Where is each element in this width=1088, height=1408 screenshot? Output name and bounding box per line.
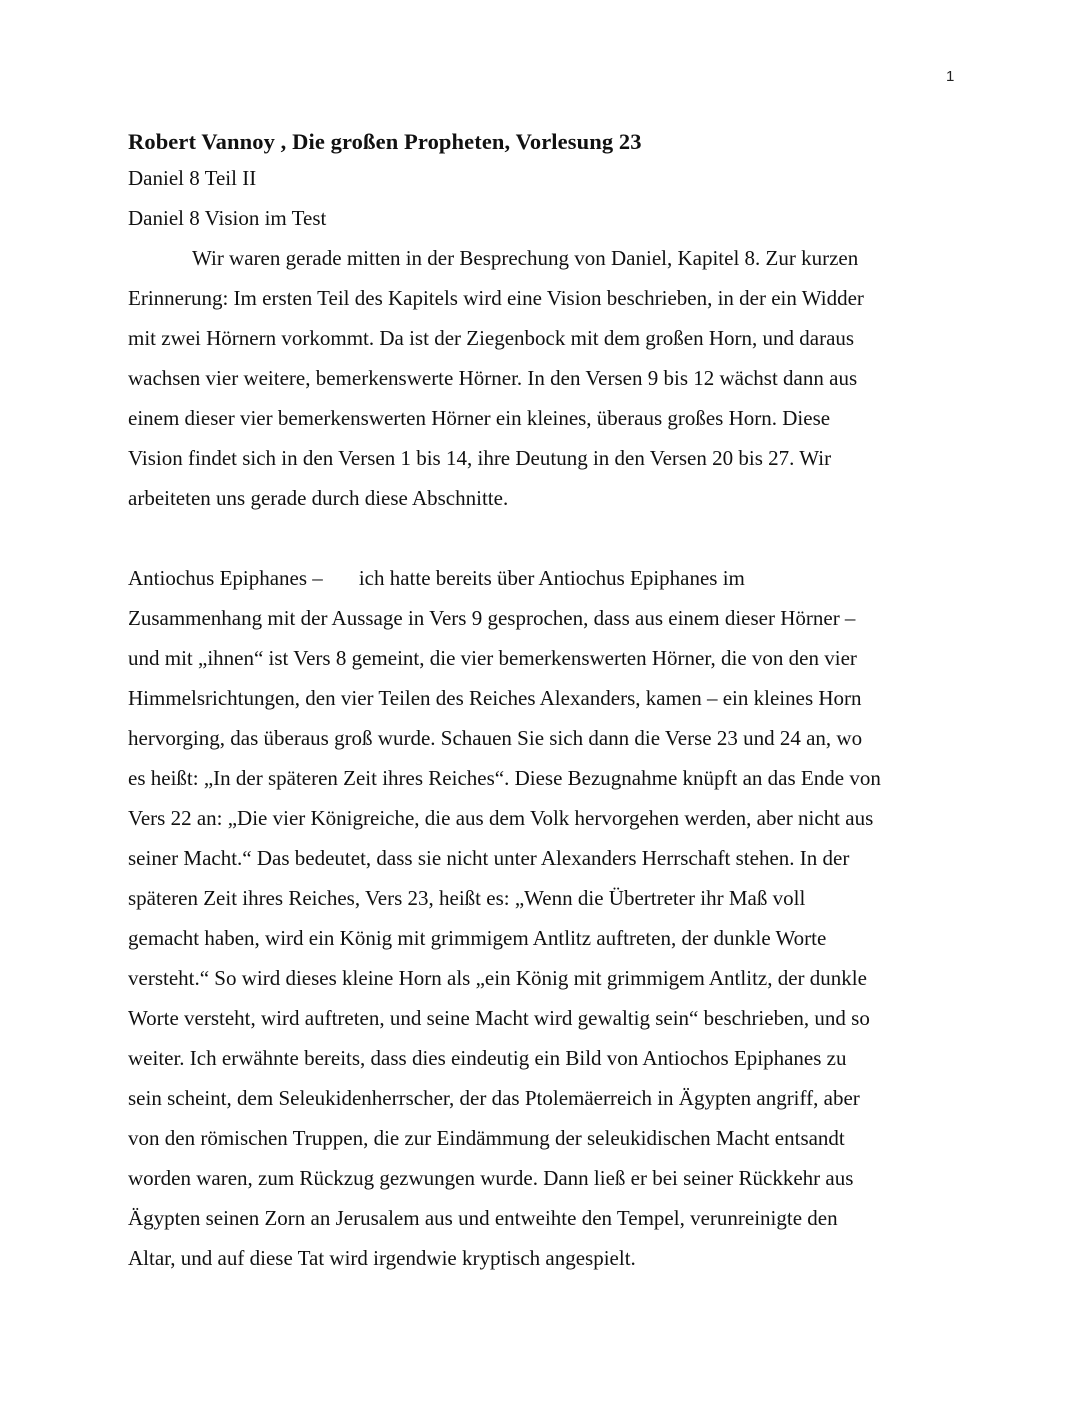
subtitle-section: Daniel 8 Vision im Test: [128, 206, 327, 230]
paragraph-line: einem dieser vier bemerkenswerten Hörner ein kleines, überaus großes Horn. Diese: [128, 406, 831, 430]
paragraph-first-line: ich hatte bereits über Antiochus Epiphanes im: [358, 566, 745, 590]
paragraph-line: Zusammenhang mit der Aussage in Vers 9 gesprochen, dass aus einem dieser Hörner –: [128, 606, 856, 630]
paragraph-line: Worte versteht, wird auftreten, und seine Macht wird gewaltig sein“ beschrieben, und so: [128, 1006, 870, 1030]
paragraph-line: gemacht haben, wird ein König mit grimmigem Antlitz auftreten, der dunkle Worte: [128, 926, 827, 950]
paragraph-line: Wir waren gerade mitten in der Besprechung von Daniel, Kapitel 8. Zur kurzen: [192, 246, 859, 270]
paragraph-line: Erinnerung: Im ersten Teil des Kapitels wird eine Vision beschrieben, in der ein Widder: [128, 286, 864, 310]
paragraph-line: von den römischen Truppen, die zur Eindämmung der seleukidischen Macht entsandt: [128, 1126, 845, 1150]
paragraph-line: späteren Zeit ihres Reiches, Vers 23, heißt es: „Wenn die Übertreter ihr Maß voll: [128, 886, 806, 910]
document-body: [128, 126, 964, 1278]
paragraph-line: Altar, und auf diese Tat wird irgendwie kryptisch angespielt.: [128, 1246, 636, 1270]
paragraph-lead: Antiochus Epiphanes –: [128, 566, 323, 590]
paragraph-line: mit zwei Hörnern vorkommt. Da ist der Ziegenbock mit dem großen Horn, und daraus: [128, 326, 855, 350]
paragraph-line: Ägypten seinen Zorn an Jerusalem aus und entweihte den Tempel, verunreinigte den: [128, 1206, 838, 1230]
paragraph-intro: [128, 238, 964, 518]
paragraph-line: Vers 22 an: „Die vier Königreiche, die aus dem Volk hervorgehen werden, aber nicht aus: [128, 806, 874, 830]
paragraph-line: und mit „ihnen“ ist Vers 8 gemeint, die vier bemerkenswerten Hörner, die von den vier: [128, 646, 857, 670]
subtitle-chapter: Daniel 8 Teil II: [128, 166, 257, 190]
paragraph-line: es heißt: „In der späteren Zeit ihres Reiches“. Diese Bezugnahme knüpft an das Ende von: [128, 766, 881, 790]
document-title: Robert Vannoy , Die großen Propheten, Vorlesung 23: [128, 129, 642, 154]
page-number: 1: [946, 68, 955, 85]
paragraph-line: Himmelsrichtungen, den vier Teilen des Reiches Alexanders, kamen – ein kleines Horn: [128, 686, 862, 710]
paragraph-line: versteht.“ So wird dieses kleine Horn als „ein König mit grimmigem Antlitz, der dunkle: [128, 966, 867, 990]
paragraph-line: Vision findet sich in den Versen 1 bis 14, ihre Deutung in den Versen 20 bis 27. Wir: [128, 446, 832, 470]
paragraph-line: hervorging, das überaus groß wurde. Schauen Sie sich dann die Verse 23 und 24 an, wo: [128, 726, 863, 750]
paragraph-line: arbeiteten uns gerade durch diese Abschnitte.: [128, 486, 509, 510]
paragraph-line: weiter. Ich erwähnte bereits, dass dies eindeutig ein Bild von Antiochos Epiphanes zu: [128, 1046, 847, 1070]
paragraph-line: wachsen vier weitere, bemerkenswerte Hörner. In den Versen 9 bis 12 wächst dann aus: [128, 366, 858, 390]
paragraph-line: sein scheint, dem Seleukidenherrscher, der das Ptolemäerreich in Ägypten angriff, aber: [128, 1086, 860, 1110]
paragraph-line: worden waren, zum Rückzug gezwungen wurde. Dann ließ er bei seiner Rückkehr aus: [128, 1166, 854, 1190]
paragraph-antiochus: [128, 558, 964, 1278]
paragraph-line: seiner Macht.“ Das bedeutet, dass sie nicht unter Alexanders Herrschaft stehen. In der: [128, 846, 850, 870]
paragraph-line: [128, 558, 964, 598]
